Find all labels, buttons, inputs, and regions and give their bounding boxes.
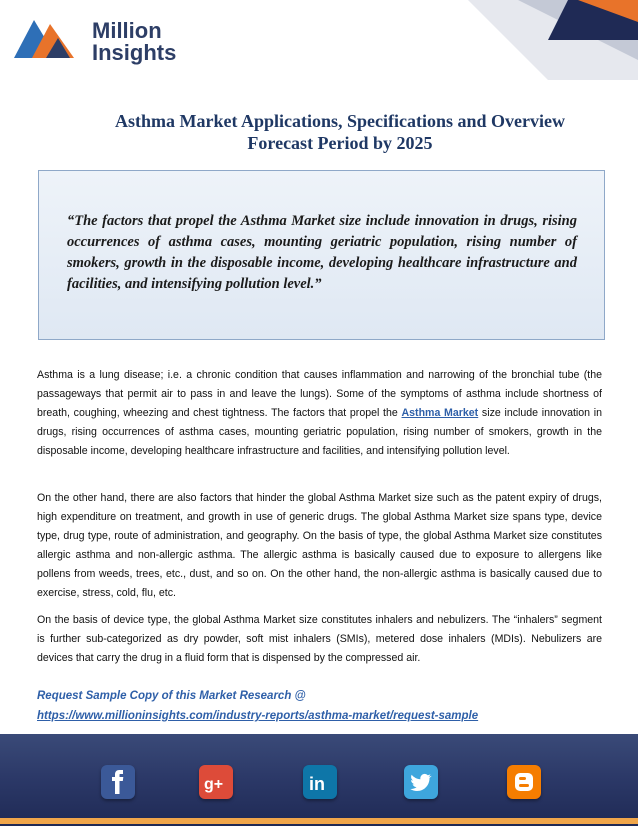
linkedin-button[interactable]: [303, 765, 337, 799]
million-insights-logo[interactable]: [12, 10, 182, 65]
svg-text:in: in: [309, 774, 325, 794]
facebook-icon: [101, 765, 135, 799]
paragraph-intro: [37, 366, 602, 461]
page-header: [0, 0, 638, 80]
paragraph-intro-before: Asthma is a lung disease; i.e. a chronic condition that causes inflammation and narrowing of the bronchial tube (the passageways that permit air to pass in and leave the lungs). Some of the symptoms of asthma include shortness of breath, coughing, wheezing and chest tightness. The factors that propel the: [37, 369, 602, 419]
highlight-quote: “The factors that propel the Asthma Market size include innovation in drugs, rising occurrences of asthma cases, mounting geriatric population, rising number of smokers, growth in the disposable income, developing healthcare infrastructure and facilities, and intensifying pollution level.”: [67, 213, 577, 292]
paragraph-device-type: On the basis of device type, the global Asthma Market size constitutes inhalers and nebulizers. The “inhalers” segment is further sub-categorized as dry powder, soft mist inhalers (SMIs), metered dose inhalers (MDIs). Nebulizers are devices that carry the drug in a fluid form that is dispensed by the compressed air.: [37, 614, 602, 664]
title-line-2: Forecast Period by 2025: [247, 133, 433, 153]
logo-line-2: Insights: [92, 40, 177, 65]
request-sample-link[interactable]: https://www.millioninsights.com/industry-reports/asthma-market/request-sample: [37, 710, 479, 722]
facebook-button[interactable]: [101, 765, 135, 799]
blogger-button[interactable]: [507, 765, 541, 799]
linkedin-icon: [303, 765, 337, 799]
google-plus-button[interactable]: [199, 765, 233, 799]
logo-wordmark: [92, 20, 176, 64]
asthma-market-link[interactable]: Asthma Market: [401, 407, 479, 419]
highlight-quote-box: [38, 170, 605, 340]
twitter-icon: [404, 765, 438, 799]
paragraph-intro-after: size include innovation in drugs, rising occurrences of asthma cases, mounting geriatric population, rising number of smokers, growth in the disposable income, developing healthcare infrastructure and facilities, and intensifying pollution level.: [37, 407, 602, 457]
footer-accent-stripe: [0, 818, 638, 824]
logo-line-1: Million: [92, 18, 162, 43]
title-line-1: Asthma Market Applications, Specifications and Overview: [115, 111, 565, 131]
request-sample-block: [37, 686, 602, 726]
blogger-icon: [507, 765, 541, 799]
logo-mark-icon: [12, 10, 82, 65]
svg-text:g+: g+: [204, 776, 224, 793]
paragraph-restraints: On the other hand, there are also factors that hinder the global Asthma Market size such as the patent expiry of drugs, high expenditure on treatment, and growth in use of generic drugs. The global Asthma Market size spans type, device type, drug type, route of administration, and geography. On the basis of type, the global Asthma Market size constitutes allergic asthma and non-allergic asthma. The allergic asthma is basically caused due to exposure to allergens like pollens from weeds, trees, etc., dust, and so on. On the other hand, the non-allergic asthma is basically caused due to exercise, stress, cold, flu, etc.: [37, 492, 602, 599]
twitter-button[interactable]: [404, 765, 438, 799]
document-title: [60, 110, 620, 154]
google-plus-icon: [199, 765, 233, 799]
request-sample-label: Request Sample Copy of this Market Research @: [37, 690, 306, 702]
header-corner-decoration: [218, 0, 638, 80]
